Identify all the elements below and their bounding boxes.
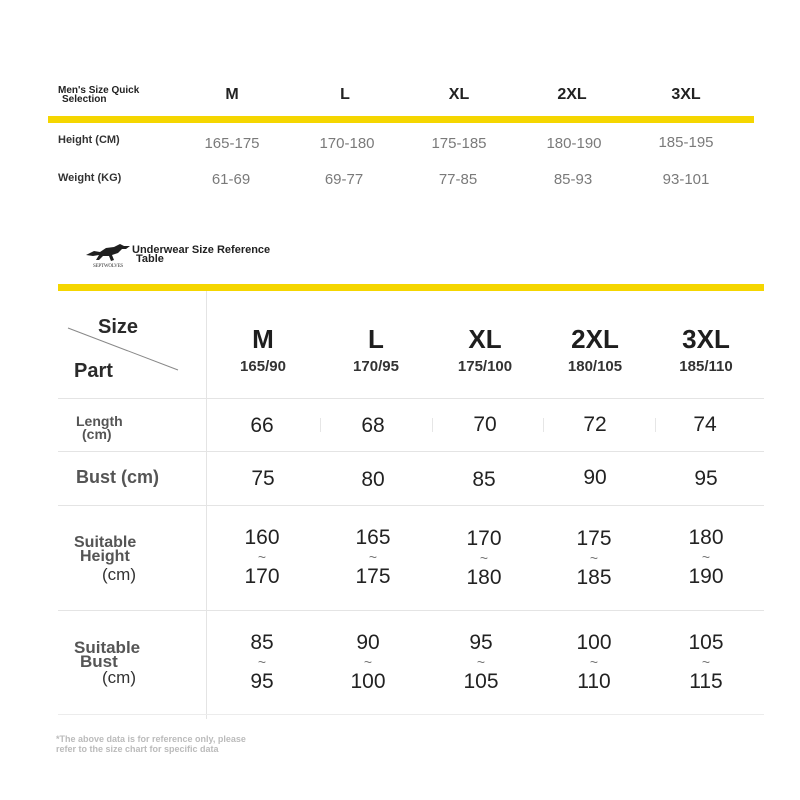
quick-size-table	[0, 0, 800, 200]
range-tilde: ~	[363, 654, 373, 670]
length-cell: 74	[693, 413, 717, 436]
table-bottom-line	[58, 714, 764, 715]
suitable-height-high: 170	[244, 565, 280, 588]
ref-size-xl: XL	[468, 324, 502, 354]
cell-separator	[655, 418, 656, 432]
suitable-bust-low: 95	[469, 631, 493, 654]
cell-separator	[432, 418, 433, 432]
height-cell: 185-195	[658, 134, 714, 151]
quick-size-xl: XL	[448, 86, 470, 103]
length-cell: 68	[361, 414, 385, 437]
length-cell: 70	[473, 413, 497, 436]
suitable-height-high: 185	[576, 566, 612, 589]
ref-size-m: M	[252, 324, 274, 354]
bust-cell: 80	[361, 468, 385, 491]
ref-size-spec: 170/95	[353, 358, 399, 375]
range-tilde: ~	[257, 549, 267, 565]
corner-part-label: Part	[74, 360, 113, 382]
range-tilde: ~	[701, 654, 711, 670]
reference-table-title: Underwear Size Reference Table	[132, 244, 271, 265]
height-cell: 175-185	[431, 135, 487, 152]
ref-size-spec: 165/90	[240, 358, 286, 375]
length-cell: 72	[583, 413, 607, 436]
cell-separator	[543, 418, 544, 432]
bust-cell: 95	[694, 467, 718, 490]
row-divider	[58, 451, 764, 452]
suitable-height-high: 190	[688, 565, 724, 588]
bust-row-label: Bust (cm)	[76, 467, 160, 487]
ref-size-spec: 180/105	[567, 358, 623, 375]
row-divider	[58, 610, 764, 611]
suitable-height-high: 180	[466, 566, 502, 589]
length-row-label: Length (cm)	[76, 413, 123, 442]
range-tilde: ~	[589, 550, 599, 566]
ref-size-spec: 185/110	[679, 358, 733, 375]
weight-cell: 85-93	[553, 171, 593, 188]
suitable-height-low: 170	[466, 527, 502, 550]
reference-accent-bar	[58, 284, 764, 291]
suitable-height-low: 180	[688, 526, 724, 549]
quick-accent-bar	[48, 116, 754, 123]
height-row-label: Height (CM)	[58, 134, 120, 146]
suitable-height-low: 175	[576, 527, 612, 550]
quick-size-l: L	[340, 86, 350, 103]
suitable-height-low: 165	[355, 526, 391, 549]
ref-size-l: L	[368, 324, 384, 354]
bust-cell: 90	[583, 466, 607, 489]
suitable-bust-high: 115	[689, 670, 723, 693]
quick-table-caption: Men's Size Quick Selection	[58, 85, 140, 105]
weight-cell: 69-77	[324, 171, 364, 188]
corner-size-label: Size	[98, 316, 139, 338]
suitable-bust-low: 105	[688, 631, 724, 654]
range-tilde: ~	[476, 654, 486, 670]
range-tilde: ~	[701, 549, 711, 565]
height-cell: 170-180	[319, 135, 375, 152]
range-tilde: ~	[257, 654, 267, 670]
range-tilde: ~	[589, 654, 599, 670]
row-divider	[58, 398, 764, 399]
cell-separator	[320, 418, 321, 432]
suitable-bust-low: 90	[356, 631, 380, 654]
bust-cell: 75	[251, 467, 275, 490]
quick-size-2xl: 2XL	[557, 86, 587, 103]
weight-cell: 93-101	[662, 171, 710, 188]
wolf-icon	[84, 242, 132, 264]
suitable-height-low: 160	[244, 526, 280, 549]
suitable-bust-low: 100	[576, 631, 612, 654]
ref-size-2xl: 2XL	[571, 324, 619, 354]
brand-logo	[84, 242, 132, 272]
suitable-bust-high: 110	[577, 670, 611, 693]
weight-row-label: Weight (KG)	[58, 172, 122, 184]
length-cell: 66	[250, 414, 274, 437]
ref-size-3xl: 3XL	[682, 324, 730, 354]
range-tilde: ~	[479, 550, 489, 566]
suitable-bust-high: 95	[250, 670, 274, 693]
suitable-height-row-label: Suitable Height (cm)	[74, 534, 137, 584]
suitable-bust-low: 85	[250, 631, 274, 654]
weight-cell: 61-69	[211, 171, 251, 188]
logo-wordmark: SEPTWOLVES	[92, 264, 124, 269]
range-tilde: ~	[368, 549, 378, 565]
suitable-bust-high: 100	[350, 670, 386, 693]
footnote: *The above data is for reference only, please refer to the size chart for specific data	[56, 734, 246, 754]
quick-size-m: M	[225, 86, 239, 103]
row-divider	[58, 505, 764, 506]
suitable-bust-high: 105	[463, 670, 499, 693]
quick-size-3xl: 3XL	[671, 86, 701, 103]
height-cell: 165-175	[204, 135, 260, 152]
suitable-bust-row-label: Suitable Bust (cm)	[74, 638, 141, 687]
bust-cell: 85	[472, 468, 496, 491]
suitable-height-high: 175	[355, 565, 391, 588]
ref-size-spec: 175/100	[457, 358, 513, 375]
weight-cell: 77-85	[438, 171, 478, 188]
height-cell: 180-190	[546, 135, 602, 152]
